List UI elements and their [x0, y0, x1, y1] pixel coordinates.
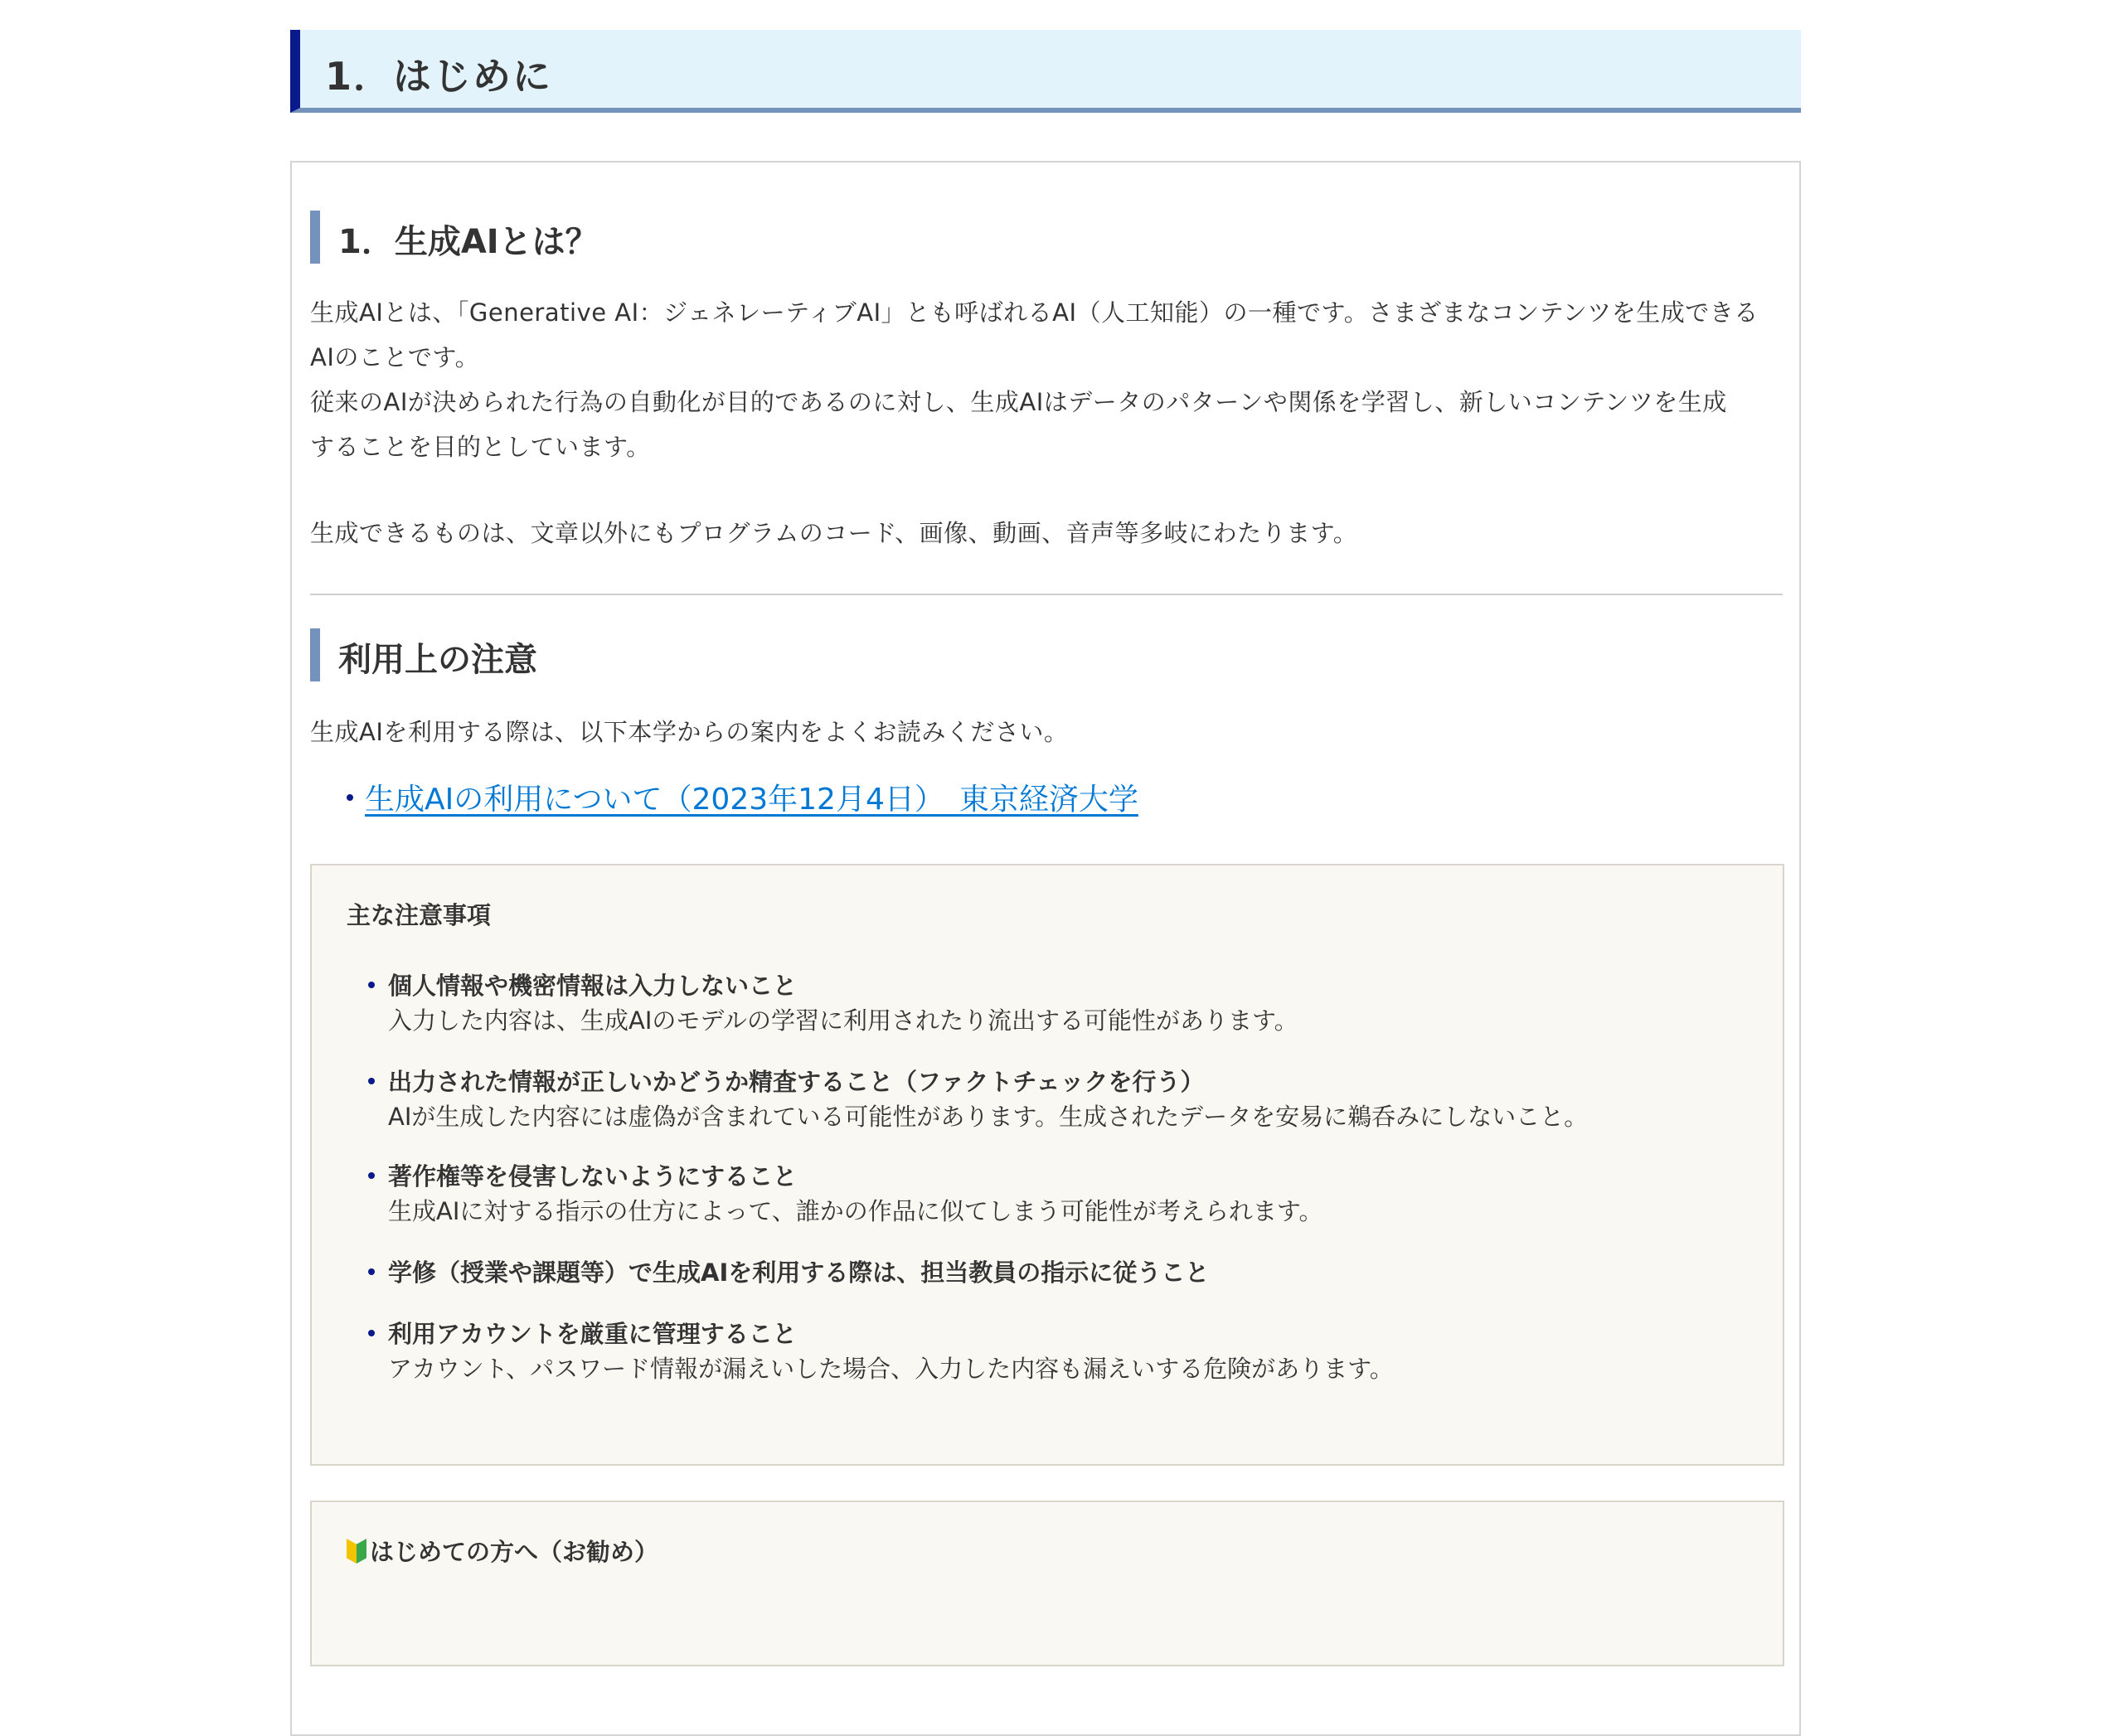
divider — [310, 594, 1783, 595]
what-is-line-3: 従来のAIが決められた行為の自動化が目的であるのに対し、生成AIはデータのパターンや関係を学習し、新しいコンテンツを生成 — [310, 388, 1727, 416]
usage-heading: 利用上の注意 — [338, 641, 537, 679]
what-is-line-2: AIのことです。 — [310, 343, 480, 371]
notice-item-title: 利用アカウントを厳重に管理すること — [388, 1320, 797, 1348]
notice-item — [388, 968, 1715, 1038]
notice-item-title: 著作権等を侵害しないようにすること — [388, 1162, 798, 1190]
bullet-icon — [368, 982, 375, 988]
content-panel — [290, 161, 1801, 1736]
usage-link-item — [347, 779, 1138, 821]
page-container — [290, 30, 1801, 1566]
notice-item-title: 出力された情報が正しいかどうか精査すること（ファクトチェックを行う） — [388, 1068, 1205, 1096]
notice-item-desc: アカウント、パスワード情報が漏えいした場合、入力した内容も漏えいする危険があります。 — [388, 1355, 1394, 1383]
section-heading: 1．はじめに — [325, 54, 553, 99]
notice-item — [388, 1064, 1715, 1134]
notice-item — [388, 1159, 1715, 1229]
what-is-paragraph — [310, 290, 1786, 469]
notice-item — [388, 1255, 1715, 1290]
bullet-icon — [368, 1268, 375, 1275]
what-is-generatable-text: 生成できるものは、文章以外にもプログラムのコード、画像、動画、音声等多岐にわたります。 — [310, 519, 1358, 547]
beginner-title: はじめての方へ（お勧め） — [370, 1538, 659, 1566]
notice-item-desc: AIが生成した内容には虚偽が含まれている可能性があります。生成されたデータを安易に鵜呑みにしないこと。 — [388, 1103, 1589, 1131]
notice-item-desc: 生成AIに対する指示の仕方によって、誰かの作品に似てしまう可能性が考えられます。 — [388, 1197, 1323, 1225]
notice-item-title: 個人情報や機密情報は入力しないこと — [388, 972, 798, 1000]
what-is-paragraph-2 — [310, 511, 1786, 555]
bullet-icon — [368, 1172, 375, 1179]
notice-item — [388, 1317, 1715, 1386]
bullet-icon — [368, 1078, 375, 1084]
bullet-icon — [347, 794, 353, 801]
notice-title: 主な注意事項 — [347, 901, 492, 929]
notice-item-title: 学修（授業や課題等）で生成AIを利用する際は、担当教員の指示に従うこと — [388, 1258, 1210, 1287]
bullet-icon — [368, 1330, 375, 1336]
section-heading-box — [290, 30, 1801, 113]
what-is-line-1: 生成AIとは、「Generative AI：ジェネレーティブAI」とも呼ばれるAI（人工知能）の一種です。さまざまなコンテンツを生成できる — [310, 298, 1759, 327]
beginner-mark-icon — [347, 1539, 366, 1564]
beginner-box — [310, 1501, 1784, 1666]
usage-intro-paragraph — [310, 710, 1786, 754]
what-is-line-4: することを目的としています。 — [310, 433, 651, 461]
usage-policy-link[interactable]: 生成AIの利用について（2023年12月4日） 東京経済大学 — [365, 783, 1138, 817]
usage-heading-block — [310, 628, 537, 681]
notice-box — [310, 864, 1784, 1466]
what-is-heading: 1．生成AIとは？ — [338, 223, 599, 261]
usage-intro: 生成AIを利用する際は、以下本学からの案内をよくお読みください。 — [310, 718, 1069, 746]
what-is-heading-block — [310, 211, 599, 264]
beginner-title-row — [347, 1534, 658, 1568]
notice-item-desc: 入力した内容は、生成AIのモデルの学習に利用されたり流出する可能性があります。 — [388, 1006, 1298, 1035]
